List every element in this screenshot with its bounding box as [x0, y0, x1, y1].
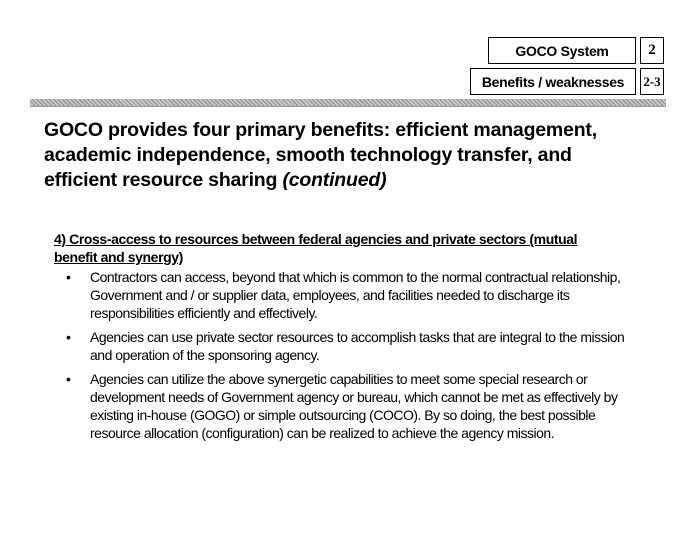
header-subtitle-box [470, 68, 636, 95]
header-divider [30, 99, 666, 107]
header-title-box [488, 37, 636, 64]
bullet-list [54, 268, 644, 448]
page-title-main: GOCO provides four primary benefits: efficient management, academic independence, smooth technology transfer, and efficient resource sharing [44, 119, 597, 191]
bullet-icon: • [66, 371, 71, 387]
bullet-text: Agencies can use private sector resources to accomplish tasks that are integral to the mission and operation of the sponsoring agency. [90, 329, 625, 363]
list-item [54, 370, 644, 442]
bullet-icon: • [66, 329, 71, 345]
list-item [54, 328, 644, 364]
page-number-box [640, 68, 664, 95]
chapter-number: 2 [648, 42, 656, 58]
chapter-number-box [640, 37, 664, 64]
list-item [54, 268, 644, 322]
bullet-icon: • [66, 269, 71, 285]
section-title: 4) Cross-access to resources between federal agencies and private sectors (mutual benefit and synergy) [54, 231, 578, 265]
page-title-continued: (continued) [282, 169, 387, 191]
bullet-text: Agencies can utilize the above synergetic capabilities to meet some special research or development needs of Government agency or bureau, which cannot be met as effectively by existing in-house (GOGO) or simple outsourcing (COCO). By so doing, the best possible resource allocation (configuration) can be realized to achieve the agency mission. [90, 371, 618, 441]
header-subtitle: Benefits / weaknesses [481, 73, 625, 90]
page-number: 2-3 [643, 73, 661, 89]
bullet-text: Contractors can access, beyond that which is common to the normal contractual relationship, Government and / or supplier data, employees, and facilities needed to discharge its responsibilities efficiently and effectively. [90, 269, 621, 321]
page-title [44, 118, 644, 193]
header-title: GOCO System [515, 42, 609, 59]
